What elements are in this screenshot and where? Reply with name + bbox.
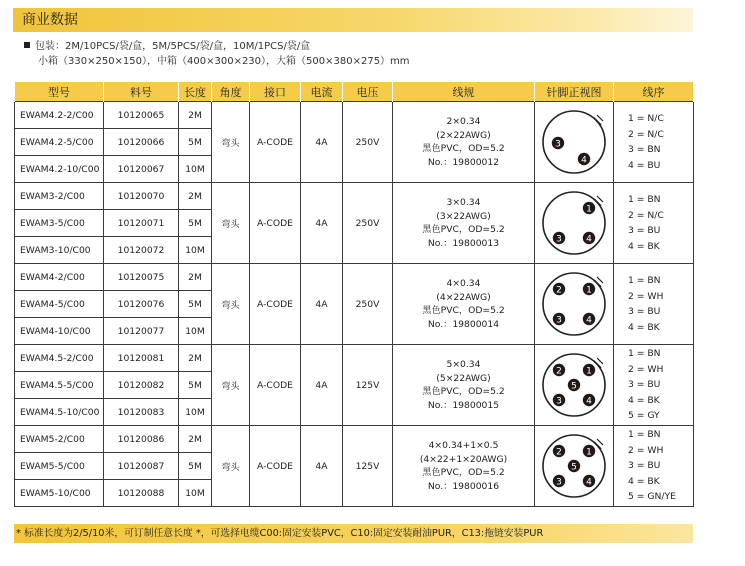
table-row <box>15 426 694 453</box>
interface-cell: A-CODE <box>250 345 301 426</box>
part-number-cell: 10120066 <box>104 129 179 156</box>
wire-order-line: 5 = GY <box>628 410 660 422</box>
part-number-cell: 10120065 <box>104 102 179 129</box>
wire-order-line: 3 = BN <box>628 144 661 155</box>
pin-1 <box>583 202 595 215</box>
wire-order-line: 5 = GN/YE <box>628 491 676 503</box>
wire-order-line: 2 = WH <box>628 363 664 375</box>
wire-order-line: 4 = BK <box>628 394 660 406</box>
model-cell: EWAM4.5-5/C00 <box>15 372 104 399</box>
header-part-number: 料号 <box>104 82 179 102</box>
cable-spec-line: No.：19800012 <box>427 156 500 168</box>
cable-spec-line: 4×0.34 <box>446 278 481 289</box>
length-cell: 2M <box>179 345 212 372</box>
cable-spec-line: No.：19800015 <box>427 399 500 411</box>
voltage-cell: 250V <box>343 102 393 183</box>
length-cell: 5M <box>179 210 212 237</box>
model-cell: EWAM4-10/C00 <box>15 318 104 345</box>
packaging-line-2: 小箱（330×250×150），中箱（400×300×230），大箱（500×380×275）mm <box>38 55 410 67</box>
wire-order-line: 2 = WH <box>628 290 664 302</box>
pin-5 <box>568 379 580 392</box>
part-number-cell: 10120072 <box>104 237 179 264</box>
cable-spec-line: 2×0.34 <box>446 116 481 127</box>
cable-spec-line: 黑色PVC，OD=5.2 <box>422 143 505 154</box>
cable-spec-line: 4×0.34+1×0.5 <box>428 440 499 451</box>
part-number-cell: 10120077 <box>104 318 179 345</box>
cable-spec-line: (4×22+1×20AWG) <box>419 453 508 465</box>
wire-order-line: 1 = BN <box>628 348 661 360</box>
spec-table <box>14 82 694 507</box>
cable-spec-line: 黑色PVC，OD=5.2 <box>422 467 505 478</box>
pin-view-cell <box>535 102 614 183</box>
voltage-cell: 250V <box>343 264 393 345</box>
pin-label: 3 <box>555 139 561 150</box>
length-cell: 10M <box>179 237 212 264</box>
model-cell: EWAM5-10/C00 <box>15 480 104 507</box>
length-cell: 2M <box>179 426 212 453</box>
cable-spec-line: (3×22AWG) <box>436 210 491 222</box>
pin-label: 1 <box>586 366 592 377</box>
connector-pin-diagram <box>539 269 609 339</box>
current-cell: 4A <box>301 264 343 345</box>
pin-label: 4 <box>586 315 592 326</box>
footnote-text: * 标准长度为2/5/10米，可订制任意长度 *，可选择电缆C00:固定安装PVC，C10:固定安装耐油PUR，C13:拖链安装PUR <box>16 528 544 539</box>
pin-5 <box>568 460 580 473</box>
section-title: 商业数据 <box>22 12 78 28</box>
cable-spec-line: 黑色PVC，OD=5.2 <box>422 224 505 235</box>
model-cell: EWAM4.5-2/C00 <box>15 345 104 372</box>
pin-label: 1 <box>586 447 592 458</box>
angle-cell: 弯头 <box>212 264 250 345</box>
current-cell: 4A <box>301 183 343 264</box>
model-cell: EWAM3-2/C00 <box>15 183 104 210</box>
wire-order-line: 3 = BU <box>628 306 661 317</box>
angle-cell: 弯头 <box>212 426 250 507</box>
wire-order-line: 4 = BU <box>628 159 661 171</box>
cable-spec-line: 5×0.34 <box>446 359 481 370</box>
header-cable-spec: 线规 <box>393 82 535 102</box>
part-number-cell: 10120088 <box>104 480 179 507</box>
header-current: 电流 <box>301 82 343 102</box>
pin-3 <box>553 313 565 326</box>
interface-cell: A-CODE <box>250 264 301 345</box>
pin-label: 3 <box>556 396 562 407</box>
model-cell: EWAM4-2/C00 <box>15 264 104 291</box>
part-number-cell: 10120083 <box>104 399 179 426</box>
model-cell: EWAM4.5-10/C00 <box>15 399 104 426</box>
pin-1 <box>583 445 595 458</box>
length-cell: 5M <box>179 453 212 480</box>
wire-order-line: 1 = BN <box>628 429 661 441</box>
part-number-cell: 10120086 <box>104 426 179 453</box>
wire-order-cell <box>614 264 694 345</box>
part-number-cell: 10120082 <box>104 372 179 399</box>
pin-1 <box>583 364 595 377</box>
header-model: 型号 <box>15 82 104 102</box>
pin-view-cell <box>535 183 614 264</box>
pin-4 <box>583 232 595 245</box>
wire-order-cell <box>614 345 694 426</box>
model-cell: EWAM3-5/C00 <box>15 210 104 237</box>
header-wire-order: 线序 <box>614 82 694 102</box>
pin-1 <box>583 283 595 296</box>
pin-3 <box>553 232 565 245</box>
wire-order-line: 2 = N/C <box>628 209 664 221</box>
header-interface: 接口 <box>250 82 301 102</box>
model-cell: EWAM4.2-5/C00 <box>15 129 104 156</box>
connector-pin-diagram <box>539 431 609 501</box>
model-cell: EWAM4-5/C00 <box>15 291 104 318</box>
voltage-cell: 125V <box>343 426 393 507</box>
pin-4 <box>583 475 595 488</box>
pin-2 <box>553 364 565 377</box>
header-pin-view: 针脚正视图 <box>535 82 614 102</box>
section-header-bar <box>13 8 693 32</box>
angle-cell: 弯头 <box>212 102 250 183</box>
wire-order-line: 3 = BU <box>628 225 661 236</box>
wire-order-line: 4 = BK <box>628 321 660 333</box>
wire-order-line: 1 = BN <box>628 194 661 205</box>
table-header-row <box>15 82 694 102</box>
interface-cell: A-CODE <box>250 102 301 183</box>
model-cell: EWAM4.2-10/C00 <box>15 156 104 183</box>
cable-spec-line: 黑色PVC，OD=5.2 <box>422 305 505 316</box>
wire-order-line: 3 = BU <box>628 379 661 391</box>
cable-spec-cell <box>393 426 535 507</box>
wire-order-line: 4 = BK <box>628 475 660 487</box>
part-number-cell: 10120076 <box>104 291 179 318</box>
cable-spec-line: (2×22AWG) <box>436 129 491 141</box>
current-cell: 4A <box>301 102 343 183</box>
pin-view-cell <box>535 264 614 345</box>
cable-spec-line: 3×0.34 <box>446 197 481 208</box>
connector-pin-diagram <box>539 107 609 177</box>
wire-order-line: 1 = BN <box>628 275 661 286</box>
header-length: 长度 <box>179 82 212 102</box>
length-cell: 2M <box>179 264 212 291</box>
cable-spec-cell <box>393 345 535 426</box>
wire-order-line: 4 = BK <box>628 240 660 252</box>
wire-order-line: 3 = BU <box>628 460 661 472</box>
angle-cell: 弯头 <box>212 183 250 264</box>
wire-order-cell <box>614 426 694 507</box>
connector-pin-diagram <box>539 188 609 258</box>
wire-order-cell <box>614 102 694 183</box>
part-number-cell: 10120081 <box>104 345 179 372</box>
model-cell: EWAM4.2-2/C00 <box>15 102 104 129</box>
length-cell: 5M <box>179 291 212 318</box>
cable-spec-line: (4×22AWG) <box>436 291 491 303</box>
model-cell: EWAM3-10/C00 <box>15 237 104 264</box>
pin-label: 3 <box>556 234 562 245</box>
wire-order-line: 1 = N/C <box>628 113 664 124</box>
interface-cell: A-CODE <box>250 426 301 507</box>
wire-order-line: 2 = N/C <box>628 128 664 140</box>
pin-3 <box>553 394 565 407</box>
pin-2 <box>553 445 565 458</box>
interface-cell: A-CODE <box>250 183 301 264</box>
length-cell: 5M <box>179 129 212 156</box>
pin-2 <box>553 283 565 296</box>
pin-4 <box>578 153 590 166</box>
length-cell: 2M <box>179 183 212 210</box>
pin-label: 1 <box>586 285 592 296</box>
part-number-cell: 10120067 <box>104 156 179 183</box>
wire-order-cell <box>614 183 694 264</box>
cable-spec-line: No.：19800016 <box>427 480 500 492</box>
pin-label: 4 <box>586 234 592 245</box>
model-cell: EWAM5-2/C00 <box>15 426 104 453</box>
pin-3 <box>553 475 565 488</box>
pin-view-cell <box>535 345 614 426</box>
length-cell: 10M <box>179 318 212 345</box>
length-cell: 5M <box>179 372 212 399</box>
model-cell: EWAM5-5/C00 <box>15 453 104 480</box>
header-angle: 角度 <box>212 82 250 102</box>
pin-label: 2 <box>556 447 562 458</box>
table-row <box>15 183 694 210</box>
pin-label: 4 <box>586 477 592 488</box>
pin-label: 2 <box>556 366 562 377</box>
table-row <box>15 102 694 129</box>
cable-spec-cell <box>393 264 535 345</box>
cable-spec-line: No.：19800013 <box>427 237 500 249</box>
cable-spec-line: 黑色PVC，OD=5.2 <box>422 386 505 397</box>
wire-order-line: 2 = WH <box>628 444 664 456</box>
length-cell: 2M <box>179 102 212 129</box>
length-cell: 10M <box>179 156 212 183</box>
connector-pin-diagram <box>539 350 609 420</box>
cable-spec-cell <box>393 183 535 264</box>
packaging-text: 包装：2M/10PCS/袋/盒，5M/5PCS/袋/盒，10M/1PCS/袋/盒 <box>35 41 311 52</box>
pin-4 <box>583 394 595 407</box>
cable-spec-line: (5×22AWG) <box>436 372 491 384</box>
table-row <box>15 345 694 372</box>
packaging-info <box>24 40 444 69</box>
pin-label: 3 <box>556 315 562 326</box>
square-bullet-icon <box>24 42 30 48</box>
length-cell: 10M <box>179 399 212 426</box>
pin-label: 4 <box>581 155 587 166</box>
current-cell: 4A <box>301 345 343 426</box>
pin-view-cell <box>535 426 614 507</box>
header-voltage: 电压 <box>343 82 393 102</box>
table-row <box>15 264 694 291</box>
cable-spec-cell <box>393 102 535 183</box>
pin-4 <box>583 313 595 326</box>
part-number-cell: 10120071 <box>104 210 179 237</box>
pin-label: 5 <box>571 462 577 473</box>
current-cell: 4A <box>301 426 343 507</box>
voltage-cell: 250V <box>343 183 393 264</box>
pin-label: 1 <box>586 204 592 215</box>
pin-label: 3 <box>556 477 562 488</box>
pin-label: 2 <box>556 285 562 296</box>
pin-label: 5 <box>571 381 577 392</box>
part-number-cell: 10120087 <box>104 453 179 480</box>
pin-label: 4 <box>586 396 592 407</box>
part-number-cell: 10120075 <box>104 264 179 291</box>
part-number-cell: 10120070 <box>104 183 179 210</box>
voltage-cell: 125V <box>343 345 393 426</box>
packaging-line-1 <box>24 40 444 55</box>
pin-3 <box>552 137 564 150</box>
cable-spec-line: No.：19800014 <box>427 318 500 330</box>
length-cell: 10M <box>179 480 212 507</box>
angle-cell: 弯头 <box>212 345 250 426</box>
